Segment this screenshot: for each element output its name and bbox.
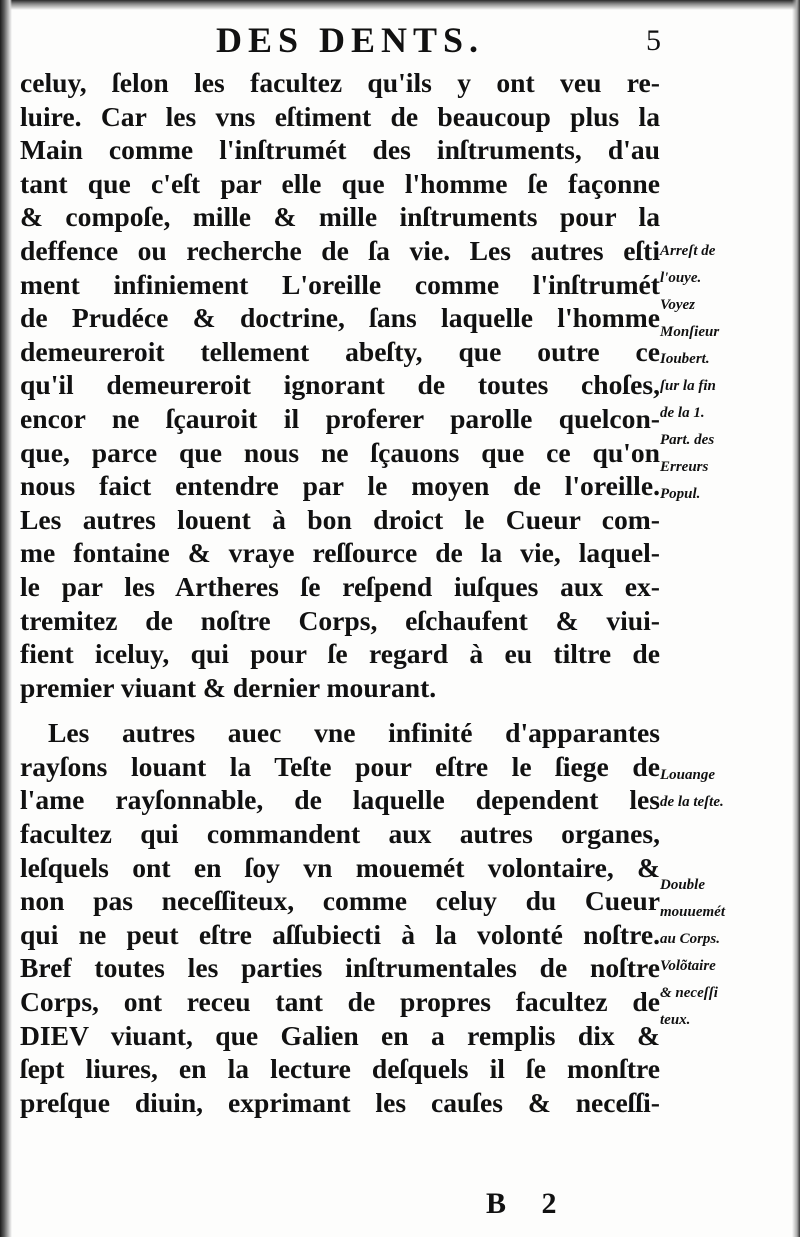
margin-note-line: Voyez [660, 297, 695, 313]
margin-note-line: mouuemét [660, 904, 726, 920]
margin-note-line: Double [660, 877, 705, 893]
main-text-block [20, 66, 660, 1119]
text-line: l'ame rayſonnable, de laquelle dependent les [20, 784, 660, 816]
text-line: Main comme l'inſtrumét des inſtruments, d'au [20, 134, 660, 166]
paragraph-gap [20, 704, 660, 716]
text-line: de Prudéce & doctrine, ſans laquelle l'homme [20, 302, 660, 334]
margin-note [660, 762, 792, 816]
text-line: tremitez de noſtre Corps, eſchaufent & viui- [20, 604, 660, 636]
text-line: deffence ou recherche de ſa vie. Les autres eſti [20, 234, 660, 266]
text-line: qu'il demeureroit ignorant de toutes choſes, [20, 369, 660, 401]
margin-note-line: Monſieur [660, 324, 720, 340]
text-line: ſept liures, en la lecture deſquels il ſe monſtre [20, 1053, 660, 1085]
margin-note [660, 238, 792, 508]
text-line: me fontaine & vraye reſſource de la vie, laquel- [20, 537, 660, 569]
text-line: qui ne peut eſtre aſſubiecti à la volonté noſtre. [20, 918, 660, 950]
text-line: preſque diuin, exprimant les cauſes & neceſſi- [20, 1086, 660, 1118]
text-line: tant que c'eſt par elle que l'homme ſe façonne [20, 167, 660, 199]
text-line: fient iceluy, qui pour ſe regard à eu tiltre de [20, 638, 660, 670]
margin-note-line: teux. [660, 1012, 691, 1028]
signature-mark: B 2 [486, 1187, 571, 1220]
margin-note-line: de la 1. [660, 405, 705, 421]
margin-note-line: Part. des [660, 432, 715, 448]
margin-note-line: l'ouye. [660, 270, 702, 286]
page-binding-shadow [0, 0, 12, 1237]
text-line: nous faict entendre par le moyen de l'oreille. [20, 470, 660, 502]
text-line: non pas neceſſiteux, comme celuy du Cueur [20, 885, 660, 917]
margin-note-line: Erreurs [660, 459, 709, 475]
margin-note-line: ſur la fin [660, 378, 716, 394]
text-line: DIEV viuant, que Galien en a remplis dix & [20, 1019, 660, 1051]
margin-note-line: Volõtaire [660, 958, 716, 974]
page-right-shadow [792, 0, 800, 1237]
text-line: Les autres auec vne infinité d'apparantes [48, 717, 660, 749]
text-line: & compoſe, mille & mille inſtruments pour la [20, 201, 660, 233]
margin-note [660, 872, 792, 1034]
text-line: leſquels ont en ſoy vn mouemét volontaire, & [20, 851, 660, 883]
text-line: premier viuant & dernier mourant. [20, 671, 437, 703]
margin-note-line: & neceſſi [660, 985, 718, 1001]
page-number: 5 [646, 24, 661, 57]
margin-note-line: Ioubert. [660, 351, 710, 367]
running-head: DES DENTS. [215, 20, 485, 60]
margin-note-line: au Corps. [660, 931, 721, 947]
text-line: le par les Artheres ſe reſpend iuſques aux ex- [20, 570, 660, 602]
margin-note-line: Popul. [660, 486, 701, 502]
text-line: demeureroit tellement abeſty, que outre ce [20, 335, 660, 367]
text-line: ment infiniement L'oreille comme l'inſtrumét [20, 268, 660, 300]
margin-notes [660, 0, 792, 1237]
margin-note-line: de la teſte. [660, 794, 724, 810]
text-line: celuy, ſelon les facultez qu'ils y ont veu re- [20, 67, 660, 98]
text-line: que, parce que nous ne ſçauons que ce qu'on [20, 436, 660, 468]
text-line: Bref toutes les parties inſtrumentales de noſtre [20, 952, 660, 984]
margin-note-line: Louange [660, 767, 716, 783]
text-line: Les autres louent à bon droict le Cueur com- [20, 503, 660, 535]
margin-note-line: Arreſt de [660, 243, 716, 259]
text-line: facultez qui commandent aux autres organes, [20, 818, 660, 850]
text-line: luire. Car les vns eſtiment de beaucoup plus la [20, 100, 660, 132]
text-line: encor ne ſçauroit il proferer parolle quelcon- [20, 402, 660, 434]
text-line: rayſons louant la Teſte pour eſtre le ſiege de [20, 750, 660, 782]
text-line: Corps, ont receu tant de propres facultez de [20, 986, 660, 1018]
